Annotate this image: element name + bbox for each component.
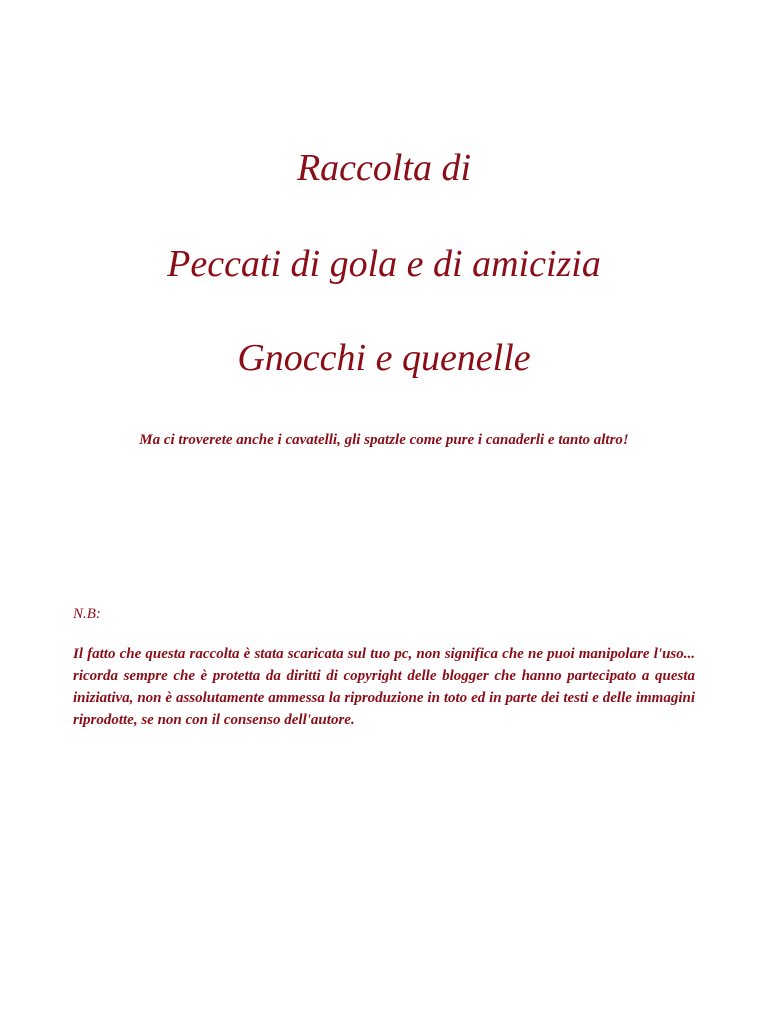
note-label: N.B: xyxy=(73,606,101,622)
title-line-3: Gnocchi e quenelle xyxy=(237,337,531,379)
title-line-2: Peccati di gola e di amicizia xyxy=(167,243,601,285)
note-paragraph: Il fatto che questa raccolta è stata scaricata sul tuo pc, non significa che ne puoi manipolare l'uso... ricorda sempre che è protetta da diritti di copyright delle blogger che hanno partecipato a questa iniziativa, non è assolutamente ammessa la riproduzione in toto ed in parte dei testi e delle immagini riprodotte, se non con il consenso dell'autore. xyxy=(73,646,695,728)
subtitle: Ma ci troverete anche i cavatelli, gli spatzle come pure i canaderli e tanto altro! xyxy=(139,432,629,448)
title-line-1: Raccolta di xyxy=(296,147,472,189)
